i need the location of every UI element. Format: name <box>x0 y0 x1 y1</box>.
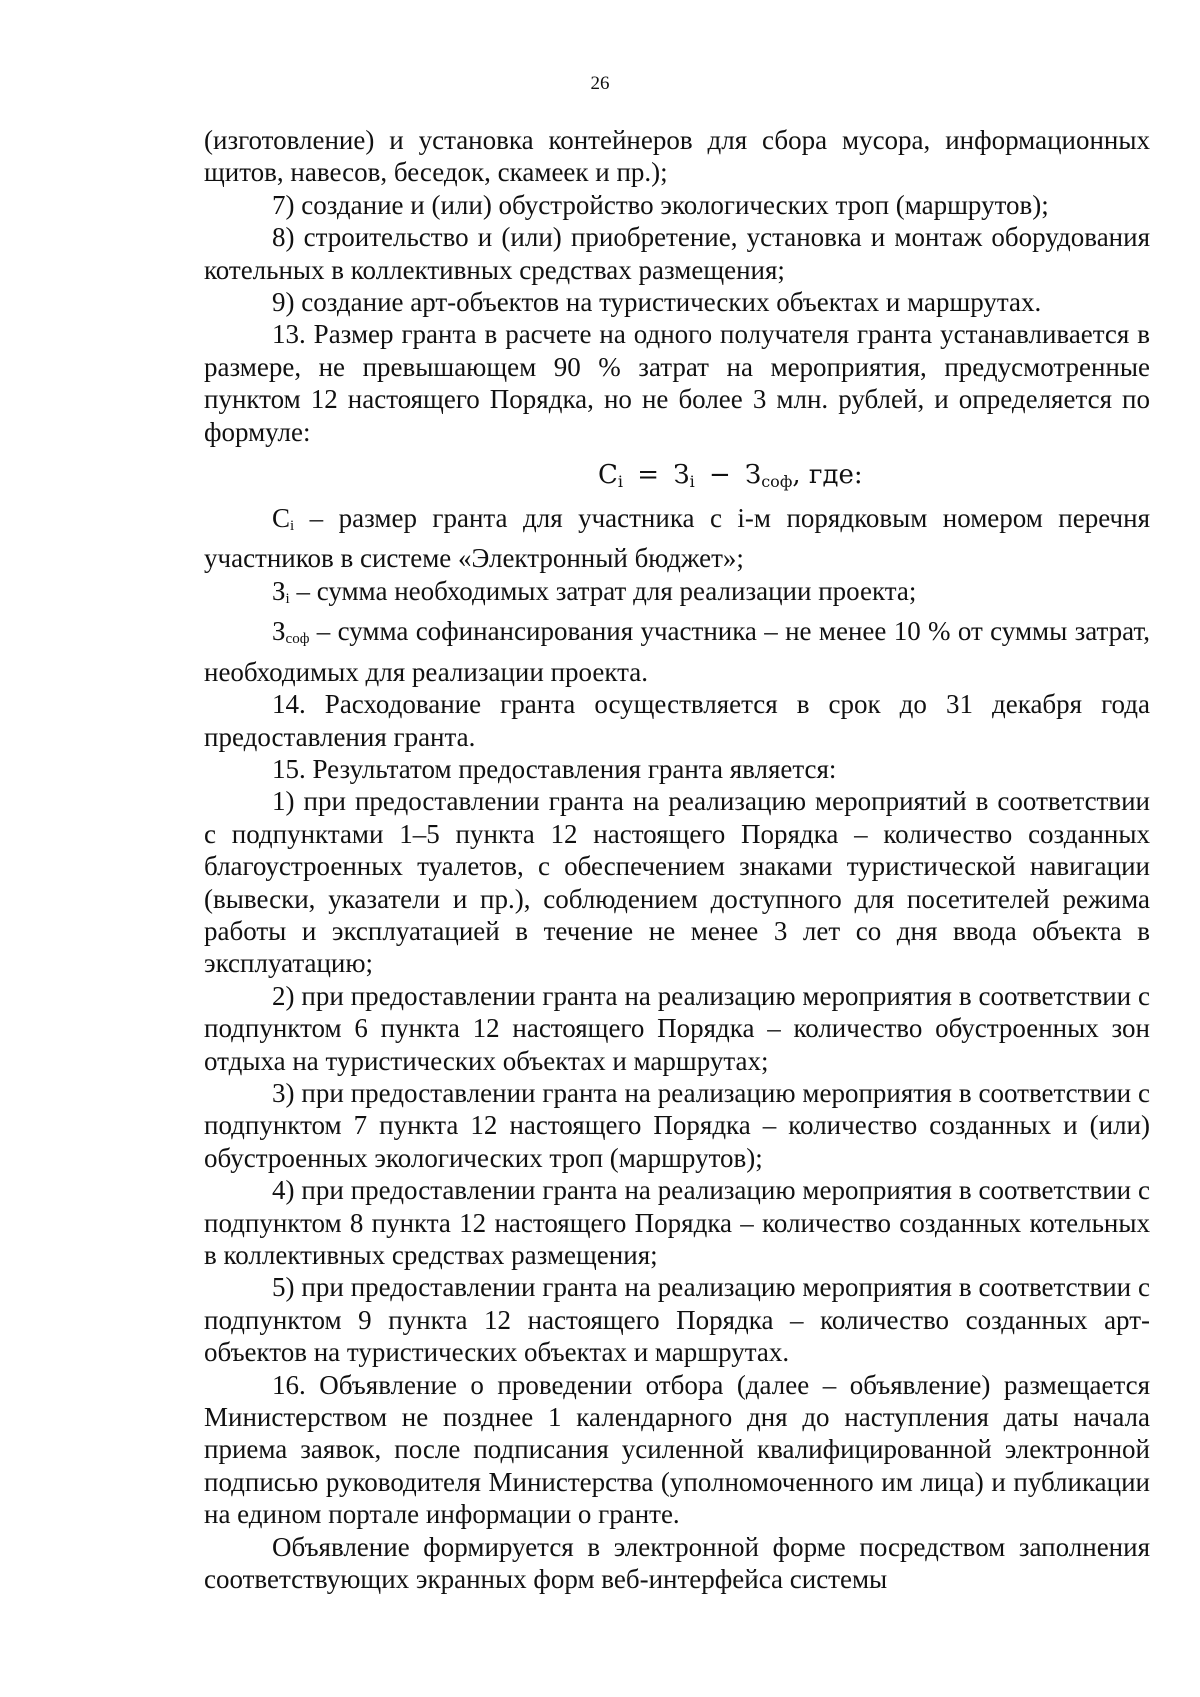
definition-symbol: З <box>272 575 286 606</box>
paragraph: 14. Расходование гранта осуществляется в срок до 31 декабря года предоставления гранта. <box>204 689 1150 752</box>
definition-text: – сумма необходимых затрат для реализации проекта; <box>289 575 917 606</box>
grant-formula <box>598 448 1150 502</box>
formula-term2-subscript: соф <box>761 472 793 492</box>
paragraph: 15. Результатом предоставления гранта является: <box>272 753 837 784</box>
definition-paragraph <box>204 502 1150 575</box>
paragraph: 16. Объявление о проведении отбора (далее – объявление) размещается Министерством не позднее 1 календарного дня до наступления даты начала приема заявок, после подписания усиленной квалифицированной электронной подписью руководителя Министерства (уполномоченного им лица) и публикации на едином портале информации о гранте. <box>204 1369 1150 1530</box>
paragraph: 8) строительство и (или) приобретение, установка и монтаж оборудования котельных в коллективных средствах размещения; <box>204 222 1150 285</box>
definition-paragraph <box>204 575 1150 615</box>
formula-definitions <box>204 502 1150 688</box>
definition-text: – сумма софинансирования участника – не менее 10 % от суммы затрат, необходимых для реализации проекта. <box>204 616 1150 687</box>
definition-symbol: З <box>272 616 286 647</box>
formula-equals: = <box>637 460 660 491</box>
formula-term1-subscript: i <box>689 472 695 492</box>
paragraph: 7) создание и (или) обустройство экологических троп (маршрутов); <box>272 189 1049 220</box>
document-body <box>204 124 1150 1595</box>
definition-symbol-subscript: i <box>285 590 290 607</box>
formula-term1: З <box>673 460 690 491</box>
paragraph: 13. Размер гранта в расчете на одного получателя гранта устанавливается в размере, не превышающем 90 % затрат на мероприятия, предусмотренные пунктом 12 настоящего Порядка, но не более 3 млн. рублей, и определяется по формуле: <box>204 319 1150 447</box>
formula-lhs-subscript: i <box>617 472 624 492</box>
definition-symbol-subscript: i <box>290 518 295 535</box>
formula-lhs: C <box>598 460 618 491</box>
paragraph: 1) при предоставлении гранта на реализацию мероприятий в соответствии с подпунктами 1–5 пункта 12 настоящего Порядка – количество созданных благоустроенных туалетов, с обеспечением знаками туристической навигации (вывески, указатели и пр.), соблюдением доступного для посетителей режима работы и эксплуатацией в течение не менее 3 лет со дня ввода объекта в эксплуатацию; <box>204 786 1150 979</box>
paragraph: 4) при предоставлении гранта на реализацию мероприятия в соответствии с подпунктом 8 пункта 12 настоящего Порядка – количество созданных котельных в коллективных средствах размещения; <box>204 1175 1150 1270</box>
paragraph: 3) при предоставлении гранта на реализацию мероприятия в соответствии с подпунктом 7 пункта 12 настоящего Порядка – количество созданных и (или) обустроенных экологических троп (маршрутов); <box>204 1077 1150 1173</box>
paragraph: 9) создание арт-объектов на туристических объектах и маршрутах. <box>272 287 1042 318</box>
definition-symbol: С <box>272 503 291 534</box>
paragraph: 5) при предоставлении гранта на реализацию мероприятия в соответствии с подпунктом 9 пункта 12 настоящего Порядка – количество созданных арт-объектов на туристических объектах и маршрутах. <box>204 1272 1150 1368</box>
definition-symbol-subscript: соф <box>285 631 310 648</box>
paragraphs-before-formula <box>204 124 1150 448</box>
formula-term2: З <box>745 460 762 491</box>
definition-paragraph <box>204 615 1150 688</box>
definition-text: – размер гранта для участника с i-м порядковым номером перечня участников в системе «Электронный бюджет»; <box>204 503 1150 574</box>
formula-minus: − <box>708 460 731 491</box>
formula-suffix: , где: <box>792 460 863 491</box>
paragraph: 2) при предоставлении гранта на реализацию мероприятия в соответствии с подпунктом 6 пункта 12 настоящего Порядка – количество обустроенных зон отдыха на туристических объектах и маршрутах; <box>204 980 1150 1076</box>
paragraph: (изготовление) и установка контейнеров для сбора мусора, информационных щитов, навесов, беседок, скамеек и пр.); <box>204 125 1150 188</box>
page-number: 26 <box>590 73 610 94</box>
paragraphs-after-formula <box>204 688 1150 1595</box>
paragraph: Объявление формируется в электронной форме посредством заполнения соответствующих экранных форм веб-интерфейса системы <box>204 1531 1150 1595</box>
